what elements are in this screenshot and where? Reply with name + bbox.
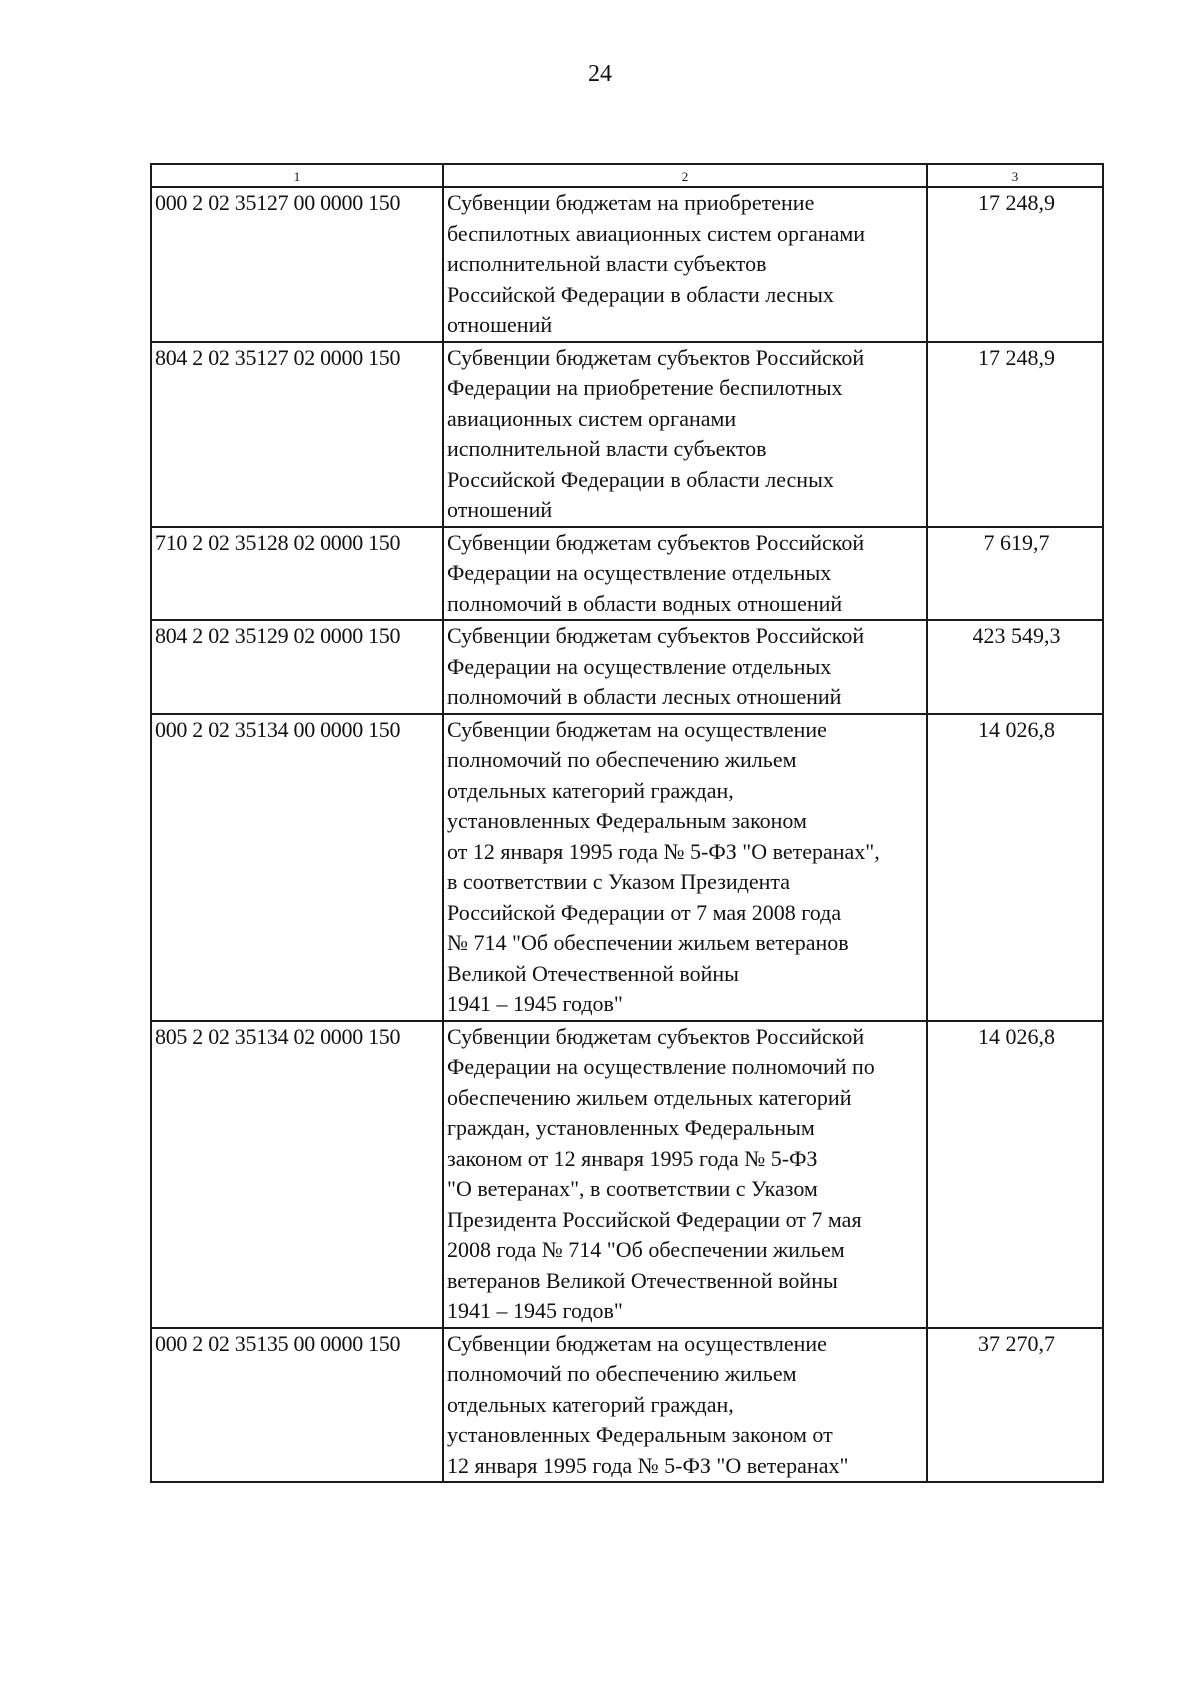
budget-code-cell: 000 2 02 35127 00 0000 150 — [151, 187, 443, 342]
budget-code-cell: 710 2 02 35128 02 0000 150 — [151, 527, 443, 621]
income-name-cell — [443, 527, 927, 621]
income-name-line: "О ветеранах", в соответствии с Указом — [447, 1176, 818, 1201]
budget-code-cell: 000 2 02 35135 00 0000 150 — [151, 1328, 443, 1483]
amount-cell: 17 248,9 — [927, 342, 1103, 527]
income-name-line: 2008 года № 714 "Об обеспечении жильем — [447, 1237, 845, 1262]
income-name-line: Субвенции бюджетам субъектов Российской — [447, 344, 865, 370]
income-name-line: Российской Федерации в области лесных — [447, 466, 834, 492]
income-name-line: Федерации на приобретение беспилотных — [447, 375, 843, 400]
table-row — [151, 342, 1103, 527]
amount-cell: 37 270,7 — [927, 1328, 1103, 1483]
income-name-line: 1941 – 1945 годов" — [447, 1298, 623, 1323]
income-name-line: полномочий по обеспечению жильем — [447, 1361, 797, 1386]
income-name-line: отношений — [447, 312, 553, 337]
income-name-line: от 12 января 1995 года № 5-ФЗ "О ветеранах", — [447, 838, 880, 864]
table-row — [151, 1021, 1103, 1328]
income-name-line: в соответствии с Указом Президента — [447, 869, 791, 894]
income-name-cell — [443, 620, 927, 714]
amount-cell: 17 248,9 — [927, 187, 1103, 342]
income-name-line: Субвенции бюджетам субъектов Российской — [447, 529, 865, 555]
column-header-2: 2 — [443, 164, 927, 187]
income-name-line: установленных Федеральным законом от — [447, 1422, 833, 1447]
income-name-line: Субвенции бюджетам на осуществление — [447, 716, 827, 742]
budget-code-cell: 805 2 02 35134 02 0000 150 — [151, 1021, 443, 1328]
income-name-line: 1941 – 1945 годов" — [447, 991, 623, 1016]
income-name-line: полномочий по обеспечению жильем — [447, 747, 797, 772]
income-name-cell — [443, 1328, 927, 1483]
income-name-line: исполнительной власти субъектов — [447, 436, 767, 461]
table-row — [151, 1328, 1103, 1483]
income-name-line: обеспечению жильем отдельных категорий — [447, 1084, 852, 1110]
amount-cell: 14 026,8 — [927, 714, 1103, 1021]
budget-table — [150, 163, 1104, 1483]
income-name-cell — [443, 1021, 927, 1328]
income-name-line: Федерации на осуществление полномочий по — [447, 1054, 875, 1079]
income-name-line: отношений — [447, 497, 553, 522]
income-name-line: полномочий в области лесных отношений — [447, 684, 842, 709]
income-name-line: авиационных систем органами — [447, 405, 737, 431]
income-name-line: отдельных категорий граждан, — [447, 777, 734, 803]
income-name-line: № 714 "Об обеспечении жильем ветеранов — [447, 930, 849, 955]
amount-cell: 14 026,8 — [927, 1021, 1103, 1328]
amount-cell: 423 549,3 — [927, 620, 1103, 714]
income-name-line: 12 января 1995 года № 5-ФЗ "О ветеранах" — [447, 1452, 849, 1478]
income-name-line: Субвенции бюджетам на осуществление — [447, 1330, 827, 1356]
budget-code-cell: 804 2 02 35129 02 0000 150 — [151, 620, 443, 714]
column-header-1: 1 — [151, 164, 443, 187]
table-body — [151, 187, 1103, 1482]
table-row — [151, 187, 1103, 342]
income-name-line: Великой Отечественной войны — [447, 960, 739, 986]
table-row — [151, 527, 1103, 621]
income-name-line: полномочий в области водных отношений — [447, 590, 843, 616]
income-name-cell — [443, 187, 927, 342]
income-name-line: беспилотных авиационных систем органами — [447, 220, 866, 246]
income-name-cell — [443, 342, 927, 527]
income-name-line: Субвенции бюджетам субъектов Российской — [447, 1023, 865, 1049]
income-name-line: установленных Федеральным законом — [447, 808, 807, 833]
income-name-line: Субвенции бюджетам субъектов Российской — [447, 623, 865, 648]
budget-code-cell: 804 2 02 35127 02 0000 150 — [151, 342, 443, 527]
income-name-line: отдельных категорий граждан, — [447, 1391, 734, 1417]
income-name-line: граждан, установленных Федеральным — [447, 1115, 815, 1140]
income-name-cell — [443, 714, 927, 1021]
income-name-line: исполнительной власти субъектов — [447, 251, 767, 276]
income-name-line: Российской Федерации от 7 мая 2008 года — [447, 899, 842, 925]
income-name-line: законом от 12 января 1995 года № 5-ФЗ — [447, 1145, 818, 1171]
page-number: 24 — [588, 61, 612, 87]
column-number-header-row — [151, 164, 1103, 187]
table-row — [151, 714, 1103, 1021]
income-name-line: ветеранов Великой Отечественной войны — [447, 1267, 838, 1293]
budget-code-cell: 000 2 02 35134 00 0000 150 — [151, 714, 443, 1021]
income-name-line: Президента Российской Федерации от 7 мая — [447, 1206, 862, 1232]
income-name-line: Российской Федерации в области лесных — [447, 281, 834, 307]
income-name-line: Федерации на осуществление отдельных — [447, 560, 832, 585]
column-header-3: 3 — [927, 164, 1103, 187]
income-name-line: Федерации на осуществление отдельных — [447, 653, 832, 679]
amount-cell: 7 619,7 — [927, 527, 1103, 621]
table-row — [151, 620, 1103, 714]
income-name-line: Субвенции бюджетам на приобретение — [447, 190, 815, 215]
